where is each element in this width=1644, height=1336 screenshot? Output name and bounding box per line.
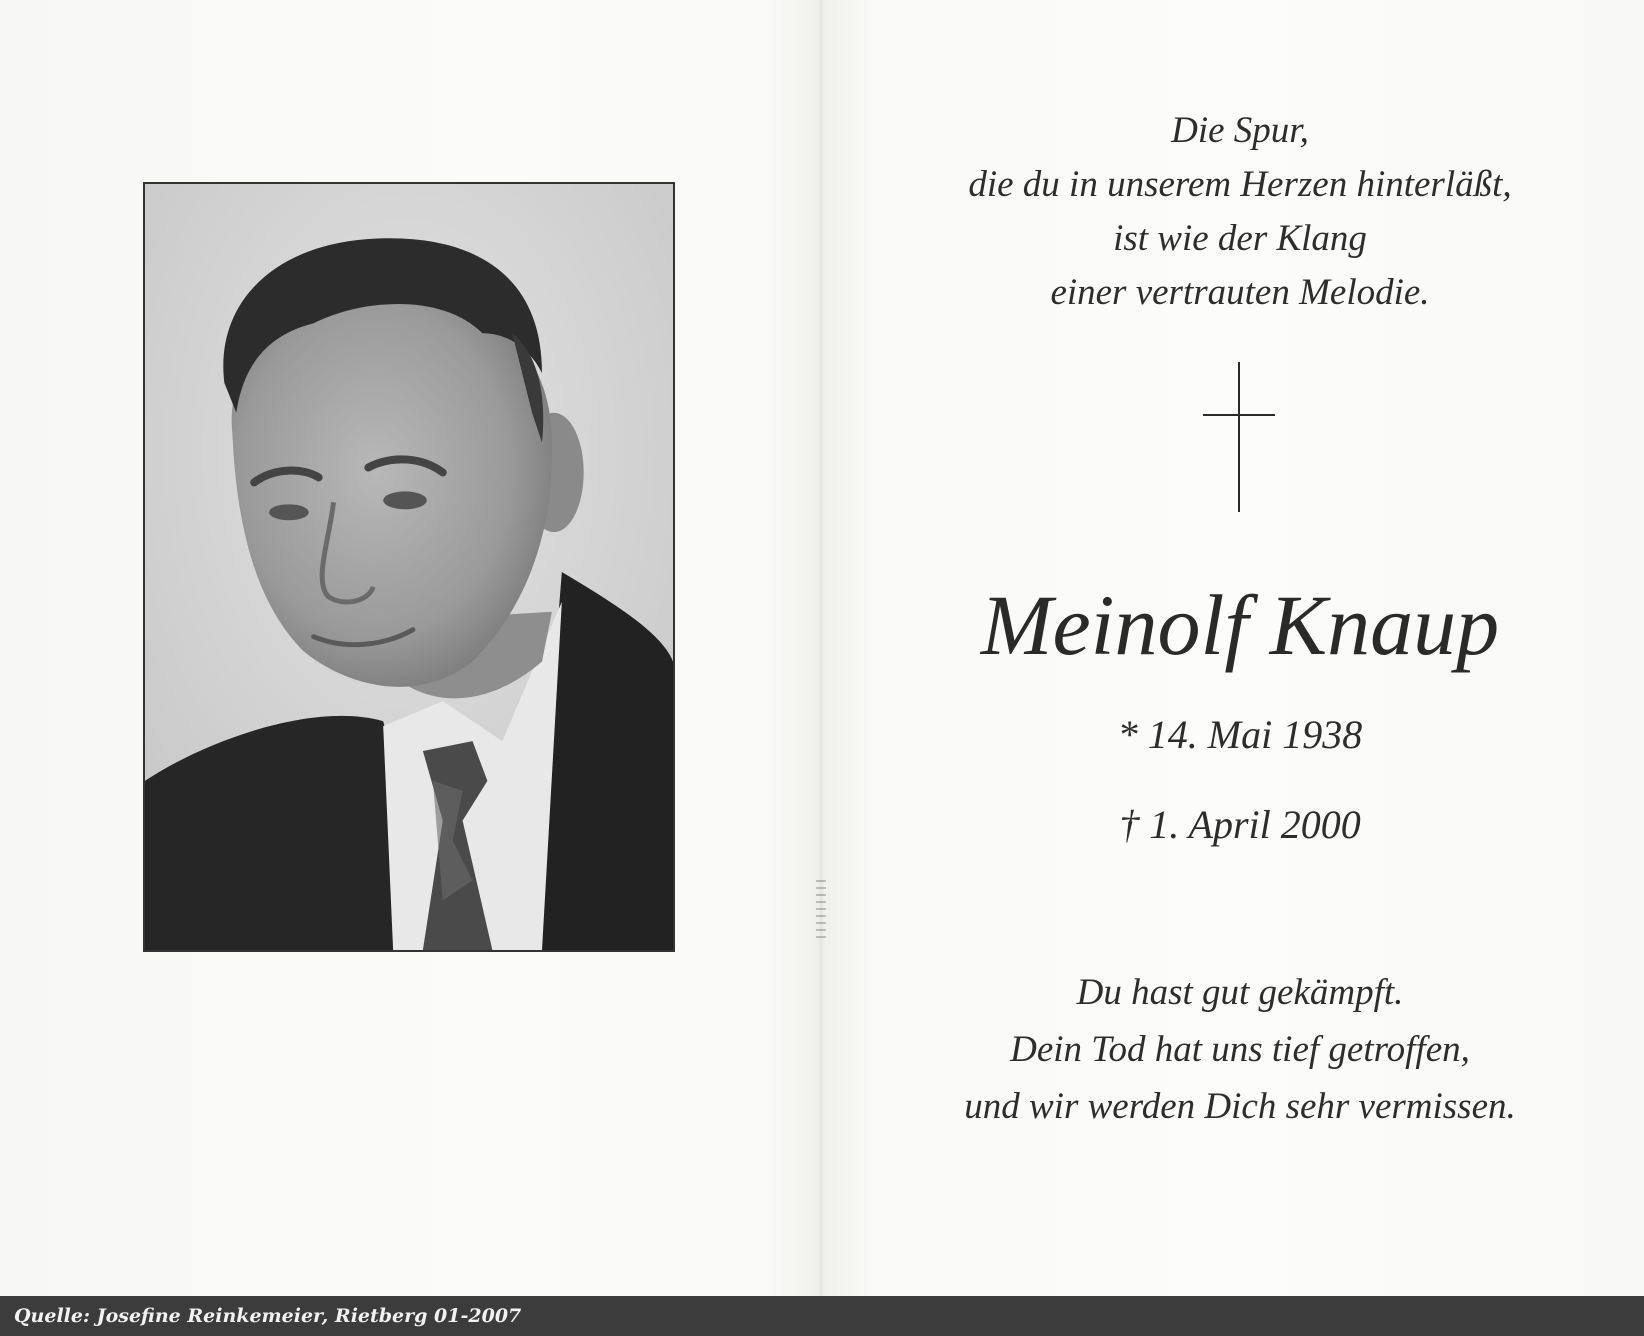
verse-top xyxy=(880,104,1600,320)
verse-bottom-line: Dein Tod hat uns tief getroffen, xyxy=(1010,1029,1470,1070)
deceased-name: Meinolf Knaup xyxy=(980,577,1500,673)
death-date: † 1. April 2000 xyxy=(1119,802,1361,847)
cross-vertical-bar xyxy=(1238,362,1240,512)
verse-top-line: Die Spur, xyxy=(1171,110,1309,151)
verse-bottom-line: Du hast gut gekämpft. xyxy=(1076,972,1404,1013)
verse-bottom xyxy=(880,964,1600,1135)
verse-top-line: ist wie der Klang xyxy=(1113,218,1367,259)
source-footer xyxy=(0,1296,1644,1336)
fold-marks xyxy=(816,880,826,940)
card-fold xyxy=(818,0,824,1296)
birth-date: * 14. Mai 1938 xyxy=(1117,712,1363,757)
portrait-illustration xyxy=(145,184,673,950)
source-credit: Quelle: Josefine Reinkemeier, Rietberg 01-2007 xyxy=(14,1305,522,1327)
verse-bottom-line: und wir werden Dich sehr vermissen. xyxy=(964,1086,1516,1127)
latin-cross-icon xyxy=(1203,362,1275,512)
portrait-photo xyxy=(143,182,675,952)
verse-top-line: die du in unserem Herzen hinterläßt, xyxy=(968,164,1512,205)
cross-horizontal-bar xyxy=(1203,414,1275,416)
verse-top-line: einer vertrauten Melodie. xyxy=(1050,272,1430,313)
